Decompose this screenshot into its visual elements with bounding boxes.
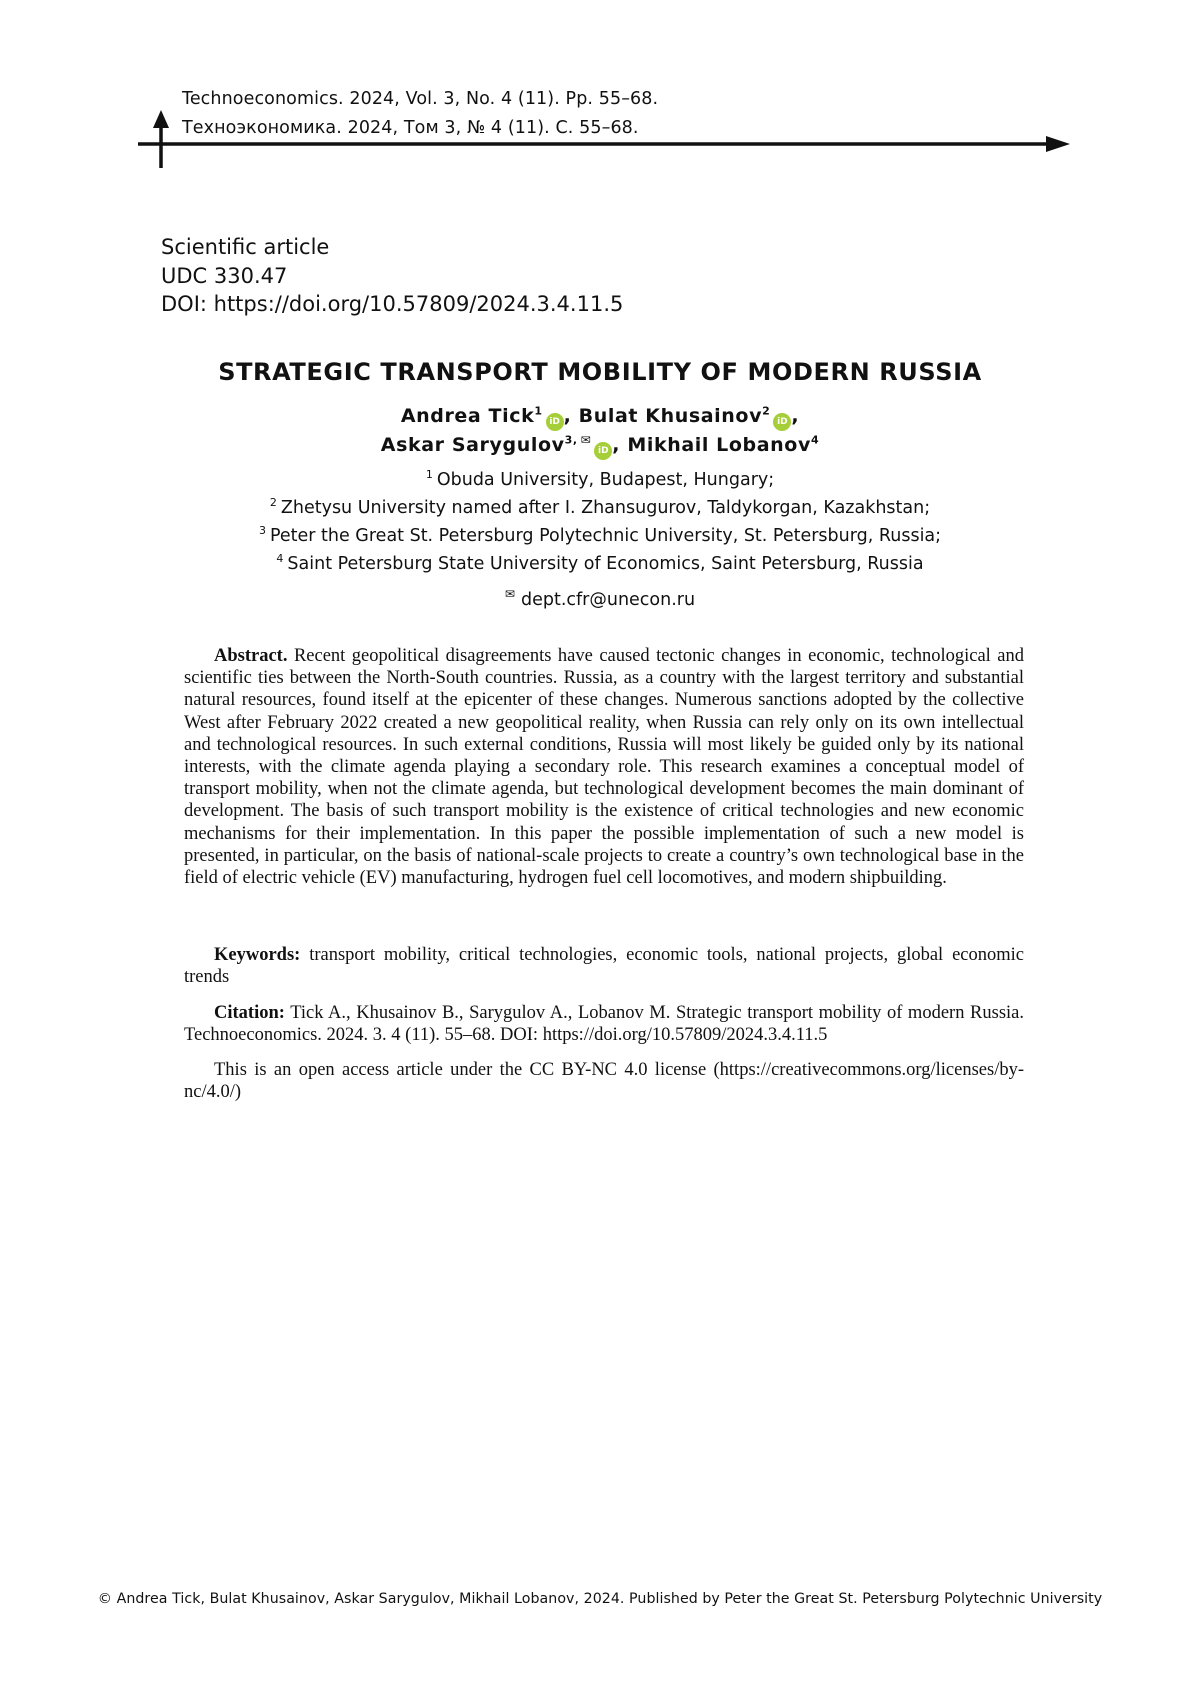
copyright-footer: © Andrea Tick, Bulat Khusainov, Askar Sarygulov, Mikhail Lobanov, 2024. Published by Peter the Great St. Petersburg Polytechnic University bbox=[97, 1591, 1103, 1607]
author-sup: 2 bbox=[762, 404, 771, 418]
abstract-label: Abstract. bbox=[214, 646, 288, 666]
affiliation-text: Saint Petersburg State University of Economics, Saint Petersburg, Russia bbox=[287, 554, 924, 574]
keywords-text: transport mobility, critical technologies, economic tools, national projects, global economic trends bbox=[184, 945, 1024, 988]
affiliation-text: Obuda University, Budapest, Hungary; bbox=[436, 470, 775, 490]
authors-line-1: Andrea Tick$^1$iD , Bulat Khusainov$^2$iD , bbox=[0, 405, 1200, 431]
mail-icon: ✉ bbox=[504, 587, 515, 602]
author-name: Askar Sarygulov bbox=[380, 434, 565, 456]
orcid-icon[interactable]: iD bbox=[546, 413, 564, 431]
authors-line-2: Askar Sarygulov$^{3,}$ ✉iD , Mikhail Lobanov$^4$ bbox=[0, 434, 1200, 460]
keywords-paragraph bbox=[184, 944, 1024, 988]
doi-link[interactable]: DOI: https://doi.org/10.57809/2024.3.4.11.5 bbox=[161, 292, 624, 316]
author-sup: 1 bbox=[534, 404, 543, 418]
keywords-label: Keywords: bbox=[214, 945, 301, 965]
affiliation-sup: 3 bbox=[258, 524, 266, 538]
affiliation-line bbox=[0, 498, 1200, 518]
affiliation-text: Peter the Great St. Petersburg Polytechnic University, St. Petersburg, Russia; bbox=[269, 526, 942, 546]
author-name: Andrea Tick bbox=[400, 405, 535, 427]
citation-text: Tick A., Khusainov B., Sarygulov A., Lobanov M. Strategic transport mobility of modern Russia. Technoeconomics. 2024. 3. 4 (11). 55–68. DOI: https://doi.org/10.57809/2024.3.4.11.5 bbox=[184, 1003, 1025, 1046]
mail-icon: ✉ bbox=[580, 432, 592, 447]
orcid-icon[interactable]: iD bbox=[594, 442, 612, 460]
affiliation-sup: 2 bbox=[269, 496, 277, 510]
author-name: Mikhail Lobanov bbox=[627, 434, 811, 456]
affiliation-line bbox=[0, 470, 1200, 490]
affiliation-text: Zhetysu University named after I. Zhansugurov, Taldykorgan, Kazakhstan; bbox=[280, 498, 931, 518]
affiliation-line bbox=[0, 554, 1200, 574]
email-link[interactable]: dept.cfr@unecon.ru bbox=[520, 590, 696, 610]
author-sup: 3, bbox=[564, 433, 578, 447]
journal-citation-ru: Техноэкономика. 2024, Том 3, № 4 (11). С. 55–68. bbox=[182, 118, 639, 138]
article-type: Scientific article bbox=[161, 235, 330, 259]
affiliation-sup: 1 bbox=[425, 468, 433, 482]
abstract-text: Recent geopolitical disagreements have caused tectonic changes in economic, technological and scientific ties between the North-South countries. Russia, as a country with the largest territory and substantial natural resources, found itself at the epicenter of these changes. Numerous sanctions adopted by the collective West after February 2022 created a new geopolitical reality, when Russia can rely only on its own intellectual and technological resources. In such external conditions, Russia will most likely be guided only by its national interests, with the climate agenda playing a secondary role. This research examines a conceptual model of transport mobility, when not the climate agenda, but technological development becomes the main dominant of development. The basis of such transport mobility is the existence of critical technologies and new economic mechanisms for their implementation. In this paper the possible implementation of such a new model is presented, in particular, on the basis of national-scale projects to create a country’s own technological base in the field of electric vehicle (EV) manufacturing, hydrogen fuel cell locomotives, and modern shipbuilding. bbox=[184, 646, 1024, 889]
author-name: Bulat Khusainov bbox=[578, 405, 763, 427]
author-sup: 4 bbox=[810, 433, 820, 447]
journal-citation-en: Technoeconomics. 2024, Vol. 3, No. 4 (11). Pp. 55–68. bbox=[182, 89, 659, 109]
corresponding-email bbox=[0, 587, 1200, 610]
citation-paragraph bbox=[184, 1002, 1024, 1046]
article-title: STRATEGIC TRANSPORT MOBILITY OF MODERN RUSSIA bbox=[218, 358, 982, 386]
affiliation-line bbox=[0, 526, 1200, 546]
license-paragraph: This is an open access article under the CC BY-NC 4.0 license (https://creativecommons.org/licenses/by-nc/4.0/) bbox=[184, 1060, 1024, 1103]
udc-code: UDC 330.47 bbox=[161, 264, 288, 288]
affiliation-sup: 4 bbox=[276, 552, 284, 566]
abstract-paragraph bbox=[184, 645, 1024, 889]
citation-label: Citation: bbox=[214, 1003, 285, 1023]
orcid-icon[interactable]: iD bbox=[773, 413, 791, 431]
